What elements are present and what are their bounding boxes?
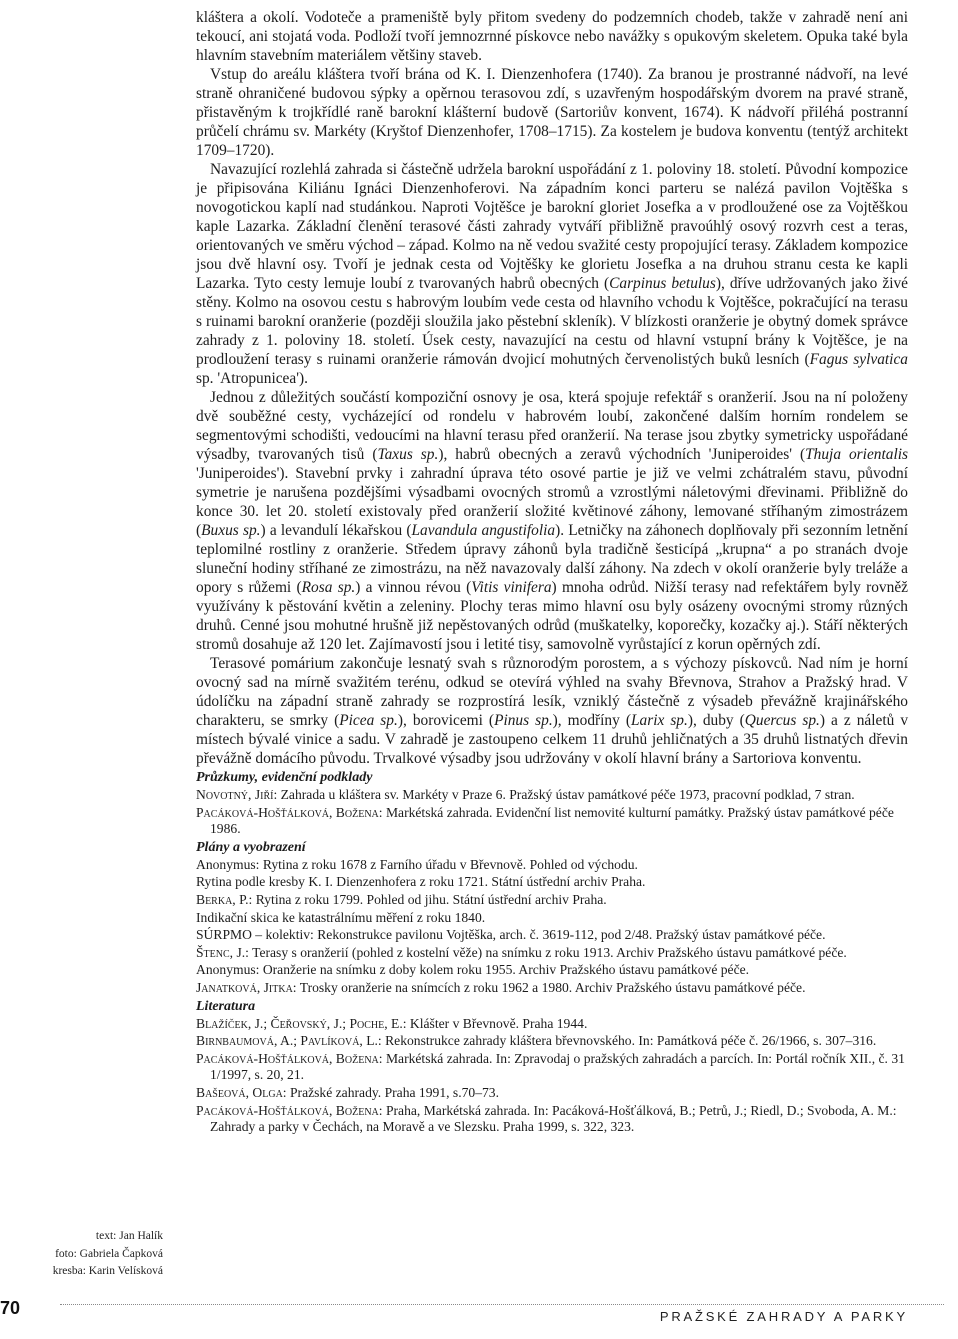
reference-text: Pražské zahrady. Praha 1991, s.70–73.	[286, 1084, 499, 1100]
reference-entry	[196, 787, 908, 804]
reference-text: Zahrada u kláštera sv. Markéty v Praze 6. Pražský ústav památkové péče 1973, pracovní podklad, 7 stran.	[277, 787, 855, 802]
reference-entry	[196, 805, 908, 838]
reference-author: Blažíček, J.; Čeřovský, J.; Poche, E.:	[196, 1015, 407, 1031]
reference-entry	[196, 1103, 908, 1136]
reference-text: Markétská zahrada. In: Zpravodaj o pražských zahradách a parcích. In: Portál ročník XII., č. 31 1/1997, s. 20, 21.	[210, 1050, 905, 1083]
reference-text: Anonymus: Rytina z roku 1678 z Farního úřadu v Břevnově. Pohled od východu.	[196, 856, 638, 872]
reference-text: Rytina podle kresby K. I. Dienzenhofera z roku 1721. Státní ústřední archiv Praha.	[196, 874, 646, 890]
running-title: PRAŽSKÉ ZAHRADY A PARKY	[659, 1309, 908, 1324]
reference-text: SÚRPMO – kolektiv: Rekonstrukce pavilonu Vojtěška, arch. č. 3619-112, pod 2/48. Pražský ústav památkové péče.	[196, 927, 826, 943]
literature-list	[196, 1016, 908, 1136]
reference-text: Rekonstrukce zahrady kláštera břevnovského. In: Památková péče č. 26/1966, s. 307–316.	[381, 1033, 877, 1049]
reference-text: Trosky oranžerie na snímcích z roku 1962 a 1980. Archiv Pražského ústavu památkové péče.	[296, 979, 806, 995]
reference-author: Berka, P.:	[196, 891, 253, 907]
literature-heading: Literatura	[196, 998, 256, 1014]
credit-text: text: Jan Halík	[95, 1230, 163, 1242]
body-paragraph: kláštera a okolí. Vodoteče a prameniště byly přitom svedeny do podzemních chodeb, takže v zahradě není ani tekoucí, ani stojatá voda. Podloží tvoří jemnozrnné pískovce nebo navážky s opukovým skeletem. Opuka také byla hlavním stavebním materiálem většiny staveb.	[196, 9, 908, 64]
reference-entry	[196, 927, 908, 944]
reference-text: Terasy s oranžerií (pohled z kostelní věže) na snímku z roku 1913. Archiv Pražského ústavu památkové péče.	[248, 944, 847, 960]
reference-author: Štenc, J.:	[196, 944, 249, 960]
reference-entry	[196, 874, 908, 891]
reference-author: Pacáková-Hošťálková, Božena:	[196, 1050, 383, 1066]
reference-entry	[196, 1051, 908, 1084]
reference-text: Praha, Markétská zahrada. In: Pacáková-Hošťálková, B.; Petrů, J.; Riedl, D.; Svoboda, A. M.: Zahrady a parky v Čechách, na Moravě a ve Slezsku. Praha 1999, s. 322, 323.	[210, 1102, 897, 1135]
plans-list	[196, 857, 908, 997]
credit-drawing: kresba: Karin Velísková	[52, 1265, 163, 1277]
reference-author: Bašeová, Olga:	[196, 1084, 287, 1100]
reference-author: Pacáková-Hošťálková, Božena:	[196, 804, 383, 820]
reference-author: Pacáková-Hošťálková, Božena:	[196, 1102, 383, 1118]
reference-entry	[196, 1016, 908, 1033]
body-paragraph: Vstup do areálu kláštera tvoří brána od K. I. Dienzenhofera (1740). Za branou je prostranné nádvoří, na levé straně ohraničené budovou sýpky a opěrnou terasovou zdí, s uzavřeným hospodářským dvorem na pravé straně, přistavěným k trojkřídlé raně barokní klášterní budově (Sartoriův konvent, 1674). K nádvoří přiléhá postranní průčelí chrámu sv. Markéty (Kryštof Dienzenhofer, 1708–1715). Za kostelem je budova konventu (tentýž architekt 1709–1720).	[196, 66, 908, 159]
reference-entry	[196, 1085, 908, 1102]
reference-entry	[196, 962, 908, 979]
reference-entry	[196, 892, 908, 909]
reference-entry	[196, 857, 908, 874]
sources-heading: Průzkumy, evidenční podklady	[196, 770, 373, 785]
reference-text: Anonymus: Oranžerie na snímku z doby kolem roku 1955. Archiv Pražského ústavu památkové péče.	[196, 962, 750, 978]
reference-author: Novotný, Jiří:	[196, 787, 278, 802]
sources-list	[196, 787, 908, 838]
footer-rule	[60, 1304, 944, 1305]
body-paragraph: Navazující rozlehlá zahrada si částečně udržela barokní uspořádání z 1. poloviny 18. století. Původní kompozice je připisována Kiliánu Ignáci Dienzenhoferovi. Na západním konci parteru se nalézá pavilon Vojtěška s novogotickou kaplí nad studánkou. Naproti Vojtěšce je barokní gloriet Josefka a v prodloužené ose za Vojtěškou kaple Lazarka. Základní členění terasové části zahrady vytváří přibližně pravoúhlý osový rozvrh cest a teras, orientovaných ve směru východ – západ. Kolmo na ně vedou svažité cesty propojující terasy. Základem kompozice jsou dvě hlavní osy. Tvoří je jednak cesta od Vojtěšky ke glorietu Josefka a na druhou stranu cesta ke kapli Lazarka. Tyto cesty lemuje loubí z tvarovaných habrů obecných (Carpinus betulus), dříve udržovaných jako živé stěny. Kolmo na osovou cestu s habrovým loubím vede cesta od hlavního vchodu k Vojtěšce, pokračující na terasu s ruinami barokní oranžerie (později sloužila jako pěstební skleník). V blízkosti oranžerie je obytný domek správce zahrady z 1. poloviny 18. století. Úsek cesty, navazující na cestu od hlavní vstupní brány k Vojtěšce, je na prodloužení terasy s ruinami oranžerie rámován dvojicí mohutných červenolistých buků lesních (Fagus sylvatica sp. 'Atropunicea').	[196, 161, 908, 387]
main-text-column	[196, 8, 908, 1137]
reference-text: Rytina z roku 1799. Pohled od jihu. Státní ústřední archiv Praha.	[252, 891, 607, 907]
reference-text: Klášter v Břevnově. Praha 1944.	[406, 1015, 588, 1031]
page-number: 70	[0, 1298, 21, 1318]
body-paragraph: Terasové pomárium zakončuje lesnatý svah s různorodým porostem, a s výchozy pískovců. Nad ním je horní ovocný sad na mírně svažitém terénu, odkud se otevírá výhled na svahy Břevnova, Strahov a Pražský hrad. V údolíčku na západní straně zahrady se rozprostírá lesík, vzniklý částečně z výsadeb převážně krajinářského charakteru, se smrky (Picea sp.), borovicemi (Pinus sp.), modříny (Larix sp.), duby (Quercus sp.) a z náletů v místech bývalé vinice a sadu. V zahradě je zastoupeno celkem 11 druhů jehličnatých a 35 druhů listnatých dřevin převážně domácího původu. Trvalkové výsadby jsou udržovány v okolí hlavní brány a Sartoriova konventu.	[196, 655, 909, 767]
plans-heading: Plány a vyobrazení	[196, 839, 306, 855]
reference-author: Birnbaumová, A.; Pavlíková, L.:	[196, 1033, 382, 1049]
credits-block	[13, 1228, 163, 1281]
reference-text: Markétská zahrada. Evidenční list nemovité kulturní památky. Pražský ústav památkové péče 1986.	[210, 804, 894, 837]
reference-entry	[196, 945, 908, 962]
reference-text: Indikační skica ke katastrálnímu měření z roku 1840.	[196, 909, 486, 925]
reference-entry	[196, 910, 908, 927]
reference-entry	[196, 980, 908, 997]
body-paragraph: Jednou z důležitých součástí kompoziční osnovy je osa, která spojuje refektář s oranžerií. Jsou na ní položeny dvě souběžné cesty, vycházející od rondelu v habrovém loubí, zakončené dalším horním rondelem se segmentovými schodišti, vedoucími na hlavní terasu před oranžerií. Na terase jsou zbytky symetricky uspořádané výsadby, tvarovaných tisů (Taxus sp.), habrů obecných a zeravů východních 'Juniperoides' (Thuja orientalis 'Juniperoides'). Stavební prvky i zahradní úprava této osové partie je již ve velmi zchátralém stavu, původní symetrie je narušena pozdějšími výsadbami ovocných stromů a vzrostlými náletovými dřevinami. Přibližně do konce 30. let 20. století existovaly před oranžerií složité květinové záhony, lemované stříhaným zimostrázem (Buxus sp.) a levandulí lékařskou (Lavandula angustifolia). Letničky na záhonech doplňovaly při sezonním letnění teplomilné rostliny z oranžerie. Středem úpravy záhonů byla tradičně šesticípá „krupna“ a po stranách dvoje sluneční hodiny stříhané ze zimostrázu, na něž navazovaly další záhony. Na zdech v okolí oranžerie byly treláže a opory s růžemi (Rosa sp.) a vinnou révou (Vitis vinifera) mnoha odrůd. Nižší terasy nad refektářem byly rovněž využívány k pěstování květin a zeleniny. Plochy teras mimo hlavní osu byly osázeny ovocnými stromy různých druhů. Cenné jsou mohutné hrušně již nepěstovaných odrůd (muškatelky, koporečky, kozačky aj.). Stáří některých stromů dosahuje až 120 let. Zajímavostí jsou i letité tisy, samovolně vyrůstající z korun opěrných zdí.	[196, 389, 909, 653]
reference-author: Janatková, Jitka:	[196, 979, 297, 995]
reference-entry	[196, 1033, 908, 1050]
credit-photo: foto: Gabriela Čapková	[55, 1247, 163, 1260]
